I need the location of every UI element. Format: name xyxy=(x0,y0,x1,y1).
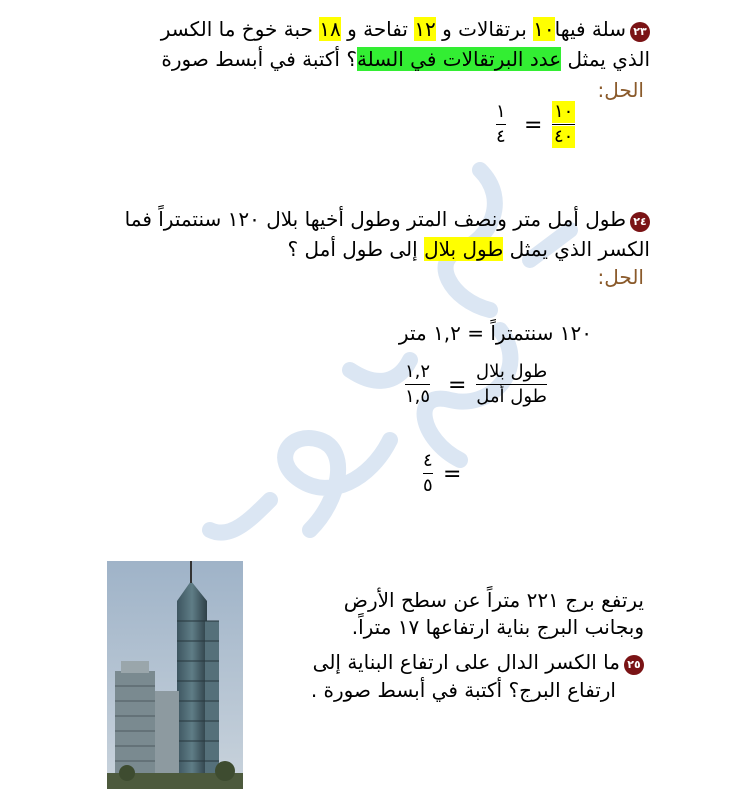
q25-number-badge: ٢٥ xyxy=(624,655,644,675)
q23-line1: ٢٣سلة فيها١٠ برتقالات و ١٢ تفاحة و ١٨ حبة خوخ ما الكسر xyxy=(161,14,650,44)
q24-fraction-values: ١,٢ ١,٥ xyxy=(405,361,431,407)
q24-solution-label: الحل: xyxy=(597,265,644,289)
q24-equals-sign-1: = xyxy=(448,373,467,398)
q23-highlight-phrase: عدد البرتقالات في السلة xyxy=(356,47,562,71)
q25-line1: يرتفع برج ٢٢١ متراً عن سطح الأرض xyxy=(343,588,644,612)
q24-highlight-phrase: طول بلال xyxy=(424,237,504,261)
q24-line2: الكسر الذي يمثل طول بلال إلى طول أمل ؟ xyxy=(287,237,650,261)
q23-equals-sign: = xyxy=(524,113,543,138)
q23-highlight-oranges: ١٠ xyxy=(533,17,555,41)
q24-equals-sign-2: = xyxy=(443,462,462,487)
q25-line3: ٢٥ما الكسر الدال على ارتفاع البناية إلى xyxy=(313,647,644,677)
q23-number-badge: ٢٣ xyxy=(630,22,650,42)
q23-line2: الذي يمثل عدد البرتقالات في السلة؟ أكتبة في أبسط صورة xyxy=(161,47,650,71)
q24-number-badge: ٢٤ xyxy=(630,212,650,232)
q23-highlight-peaches: ١٨ xyxy=(319,17,341,41)
q25-line4: ارتفاع البرج؟ أكتبة في أبسط صورة . xyxy=(310,678,616,702)
q25-line2: وبجانب البرج بناية ارتفاعها ١٧ متراً. xyxy=(351,615,644,639)
q24-fraction-result: ٤ ٥ xyxy=(423,450,433,496)
q23-solution-label: الحل: xyxy=(597,78,644,102)
q24-fraction-words: طول بلال طول أمل xyxy=(476,361,548,407)
q23-highlight-apples: ١٢ xyxy=(414,17,436,41)
tower-photo xyxy=(107,561,243,789)
q24-conversion: ١٢٠ سنتمتراً = ١,٢ متر xyxy=(398,321,592,345)
q23-fraction-simplified: ١ ٤ xyxy=(496,101,506,147)
q23-fraction-highlighted: ١٠ ٤٠ xyxy=(554,101,574,147)
q24-line1: ٢٤طول أمل متر ونصف المتر وطول أخيها بلال ١٢٠ سنتمتراً فما xyxy=(125,204,650,234)
